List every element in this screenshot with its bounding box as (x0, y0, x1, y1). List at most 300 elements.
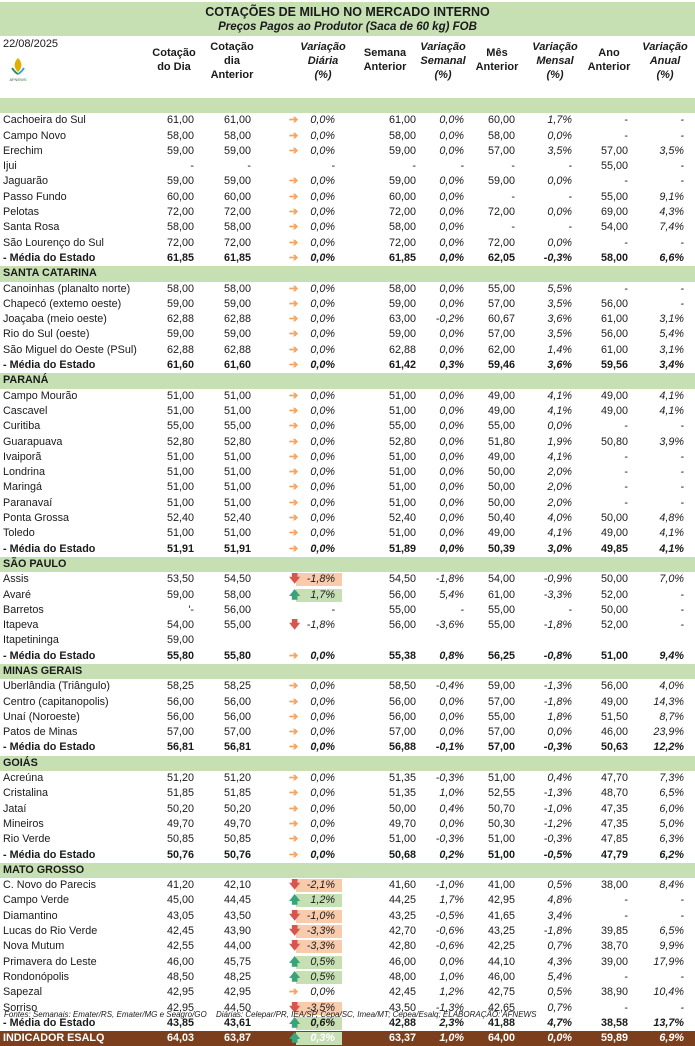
semana-anterior: 61,00 (388, 114, 416, 127)
mes-anterior: - (511, 221, 515, 234)
city-row (0, 618, 695, 633)
header-cotacao-anterior: Cotação dia Anterior (210, 41, 254, 81)
semana-anterior: 63,37 (388, 1032, 416, 1045)
section-row (0, 266, 695, 281)
variacao-anual: 4,1% (659, 389, 684, 402)
mes-anterior: 57,00 (487, 297, 515, 310)
city-name: Sapezal (3, 986, 43, 999)
cotacao-dia: 51,00 (166, 389, 194, 402)
ano-anterior: 55,00 (600, 160, 628, 173)
arrow-right-icon: ➔ (289, 986, 299, 999)
cotacao-anterior: 51,00 (223, 466, 251, 479)
variacao-diaria: 0,0% (310, 144, 335, 157)
variacao-semanal: 0,0% (439, 389, 464, 402)
cotacao-anterior: 52,40 (223, 512, 251, 525)
cotacao-dia: 59,00 (166, 175, 194, 188)
city-name: Itapetininga (3, 634, 59, 647)
variacao-semanal: 0,0% (439, 144, 464, 157)
cotacao-anterior: 55,00 (223, 420, 251, 433)
semana-anterior: 58,00 (388, 282, 416, 295)
cotacao-anterior: 44,00 (223, 940, 251, 953)
mes-anterior: 41,65 (487, 909, 515, 922)
variacao-semanal: 0,0% (439, 496, 464, 509)
semana-anterior: 56,88 (388, 741, 416, 754)
mes-anterior: 64,00 (487, 1032, 515, 1045)
mes-anterior: 41,00 (487, 879, 515, 892)
arrow-down-icon: 🡇 (289, 573, 301, 586)
mes-anterior: 72,00 (487, 236, 515, 249)
city-name: Cascavel (3, 404, 48, 417)
city-name: - Média do Estado (3, 1016, 96, 1029)
variacao-anual: 4,1% (659, 404, 684, 417)
variacao-semanal: 1,0% (439, 787, 464, 800)
variacao-semanal: 0,0% (439, 404, 464, 417)
variacao-anual: - (680, 420, 684, 433)
section-row (0, 863, 695, 878)
state-average-row (0, 251, 695, 266)
variacao-diaria: 0,0% (310, 221, 335, 234)
semana-anterior: 54,50 (388, 573, 416, 586)
city-row (0, 190, 695, 205)
mes-anterior: 51,80 (487, 435, 515, 448)
cotacao-dia: 60,00 (166, 190, 194, 203)
variacao-mensal: -0,3% (543, 251, 572, 264)
variacao-anual: 9,9% (659, 940, 684, 953)
cotacao-anterior: 51,20 (223, 772, 251, 785)
city-name: INDICADOR ESALQ (3, 1032, 105, 1045)
variacao-anual: - (680, 297, 684, 310)
variacao-semanal: 1,7% (439, 894, 464, 907)
section-row (0, 373, 695, 388)
variacao-semanal: 0,0% (439, 710, 464, 723)
variacao-anual: 6,2% (659, 848, 684, 861)
variacao-mensal: 4,3% (547, 955, 572, 968)
cotacao-anterior: 44,50 (223, 1001, 251, 1014)
variacao-diaria: 0,0% (310, 741, 335, 754)
cotacao-dia: 48,50 (166, 970, 194, 983)
variacao-anual: 4,8% (659, 512, 684, 525)
city-name: Uberlândia (Triângulo) (3, 680, 111, 693)
variacao-diaria: 0,0% (310, 710, 335, 723)
ano-anterior: 47,35 (600, 802, 628, 815)
city-name: Assis (3, 573, 29, 586)
cotacao-anterior: 61,60 (223, 359, 251, 372)
ano-anterior: 50,00 (600, 603, 628, 616)
variacao-semanal: 0,0% (439, 512, 464, 525)
variacao-mensal: 4,1% (547, 450, 572, 463)
cotacao-anterior: 72,00 (223, 236, 251, 249)
city-row (0, 465, 695, 480)
arrow-right-icon: ➔ (289, 787, 299, 800)
header-semana-anterior: Semana Anterior (363, 47, 407, 73)
semana-anterior: 59,00 (388, 328, 416, 341)
variacao-anual: - (680, 450, 684, 463)
arrow-up-icon: 🡅 (289, 970, 301, 983)
variacao-mensal: -1,8% (543, 619, 572, 632)
variacao-anual: 8,7% (659, 710, 684, 723)
variacao-semanal: 0,0% (439, 282, 464, 295)
ano-anterior: 49,00 (600, 695, 628, 708)
city-row (0, 955, 695, 970)
city-row (0, 496, 695, 511)
arrow-right-icon: ➔ (289, 817, 299, 830)
variacao-semanal: -0,4% (435, 680, 464, 693)
variacao-semanal: 0,0% (439, 297, 464, 310)
variacao-diaria: -3,5% (306, 1001, 335, 1014)
mes-anterior: 59,00 (487, 680, 515, 693)
ano-anterior: - (624, 894, 628, 907)
ano-anterior: - (624, 466, 628, 479)
city-row (0, 480, 695, 495)
cotacao-anterior: 50,76 (223, 848, 251, 861)
city-row (0, 282, 695, 297)
mes-anterior: - (511, 190, 515, 203)
city-name: Passo Fundo (3, 190, 67, 203)
city-name: Joaçaba (meio oeste) (3, 313, 107, 326)
variacao-mensal: - (568, 160, 572, 173)
state-average-row (0, 740, 695, 755)
mes-anterior: 41,88 (487, 1016, 515, 1029)
city-name: Campo Mourão (3, 389, 78, 402)
variacao-semanal: -0,5% (435, 909, 464, 922)
cotacao-anterior: 51,00 (223, 450, 251, 463)
ano-anterior: 50,00 (600, 512, 628, 525)
city-row (0, 297, 695, 312)
mes-anterior: 46,00 (487, 970, 515, 983)
arrow-right-icon: ➔ (289, 726, 299, 739)
city-name: São Miguel do Oeste (PSul) (3, 343, 137, 356)
arrow-right-icon: ➔ (289, 313, 299, 326)
mes-anterior: 62,05 (487, 251, 515, 264)
city-row (0, 786, 695, 801)
variacao-anual: 8,4% (659, 879, 684, 892)
mes-anterior: 59,00 (487, 175, 515, 188)
semana-anterior: 62,88 (388, 343, 416, 356)
cotacao-dia: 59,00 (166, 144, 194, 157)
cotacao-dia: 49,70 (166, 817, 194, 830)
variacao-diaria: 0,0% (310, 481, 335, 494)
city-name: Cristalina (3, 787, 49, 800)
mes-anterior: 57,00 (487, 328, 515, 341)
semana-anterior: 51,00 (388, 450, 416, 463)
cotacao-dia: 56,00 (166, 695, 194, 708)
variacao-semanal: 0,0% (439, 129, 464, 142)
variacao-semanal: 0,0% (439, 527, 464, 540)
variacao-anual: 6,5% (659, 787, 684, 800)
semana-anterior: 51,00 (388, 527, 416, 540)
variacao-diaria: -3,3% (306, 925, 335, 938)
city-row (0, 113, 695, 128)
ano-anterior: - (624, 450, 628, 463)
variacao-mensal: 3,5% (547, 144, 572, 157)
arrow-right-icon: ➔ (289, 802, 299, 815)
semana-anterior: 56,00 (388, 710, 416, 723)
ano-anterior: 56,00 (600, 328, 628, 341)
semana-anterior: 51,00 (388, 496, 416, 509)
cotacao-dia: 51,00 (166, 496, 194, 509)
cotacao-anterior: 56,00 (223, 695, 251, 708)
variacao-diaria: 0,0% (310, 129, 335, 142)
cotacao-anterior: 49,70 (223, 817, 251, 830)
ano-anterior: 38,00 (600, 879, 628, 892)
mes-anterior: 50,30 (487, 817, 515, 830)
cotacao-anterior: 42,10 (223, 879, 251, 892)
city-name: Centro (capitanopolis) (3, 695, 109, 708)
variacao-diaria: 0,0% (310, 817, 335, 830)
cotacao-dia: 61,00 (166, 114, 194, 127)
variacao-anual: - (680, 619, 684, 632)
ano-anterior: 38,70 (600, 940, 628, 953)
variacao-semanal: 0,2% (439, 848, 464, 861)
variacao-anual: 7,4% (659, 221, 684, 234)
cotacao-anterior: 59,00 (223, 175, 251, 188)
mes-anterior: 43,25 (487, 925, 515, 938)
variacao-anual: - (680, 282, 684, 295)
section-title: SÃO PAULO (3, 557, 67, 570)
variacao-mensal: 4,0% (547, 512, 572, 525)
variacao-anual: 7,0% (659, 573, 684, 586)
city-name: Cachoeira do Sul (3, 114, 86, 127)
mes-anterior: 42,25 (487, 940, 515, 953)
cotacao-dia: 41,20 (166, 879, 194, 892)
header-variacao-mensal: Variação Mensal (%) (532, 41, 578, 81)
ano-anterior: 59,89 (600, 1032, 628, 1045)
semana-anterior: 56,00 (388, 695, 416, 708)
cotacao-anterior: 56,81 (223, 741, 251, 754)
semana-anterior: 72,00 (388, 236, 416, 249)
variacao-diaria: 0,0% (310, 450, 335, 463)
variacao-mensal: 3,5% (547, 297, 572, 310)
cotacao-dia: - (190, 160, 194, 173)
semana-anterior: 50,68 (388, 848, 416, 861)
cotacao-anterior: 63,87 (223, 1032, 251, 1045)
cotacao-anterior: 55,80 (223, 649, 251, 662)
variacao-semanal: -1,8% (435, 573, 464, 586)
variacao-anual: 17,9% (653, 955, 684, 968)
variacao-mensal: 0,7% (547, 940, 572, 953)
variacao-diaria: 0,5% (310, 955, 335, 968)
header-variacao-diaria: Variação Diária (%) (300, 41, 346, 81)
cotacao-anterior: 45,75 (223, 955, 251, 968)
variacao-diaria: 0,5% (310, 970, 335, 983)
cotacao-dia: 56,81 (166, 741, 194, 754)
cotacao-anterior: 52,80 (223, 435, 251, 448)
arrow-right-icon: ➔ (289, 833, 299, 846)
variacao-anual: 13,7% (653, 1016, 684, 1029)
variacao-anual: 5,0% (659, 817, 684, 830)
mes-anterior: 54,00 (487, 573, 515, 586)
cotacao-dia: 64,03 (166, 1032, 194, 1045)
cotacao-anterior: 50,85 (223, 833, 251, 846)
mes-anterior: 57,00 (487, 741, 515, 754)
semana-anterior: 51,35 (388, 787, 416, 800)
column-header (0, 36, 695, 98)
city-row (0, 679, 695, 694)
cotacao-dia: 72,00 (166, 206, 194, 219)
city-row (0, 893, 695, 908)
mes-anterior: 57,00 (487, 144, 515, 157)
arrow-right-icon: ➔ (289, 450, 299, 463)
mes-anterior: 50,70 (487, 802, 515, 815)
variacao-anual: 3,5% (659, 144, 684, 157)
arrow-right-icon: ➔ (289, 282, 299, 295)
ano-anterior: 59,56 (600, 359, 628, 372)
semana-anterior: 42,70 (388, 925, 416, 938)
header-cotacao-dia: Cotação do Dia (152, 47, 196, 73)
variacao-mensal: 5,4% (547, 970, 572, 983)
cotacao-dia: 59,00 (166, 297, 194, 310)
ano-anterior: 38,90 (600, 986, 628, 999)
variacao-semanal: -0,1% (435, 741, 464, 754)
mes-anterior: 42,65 (487, 1001, 515, 1014)
variacao-diaria: 0,0% (310, 190, 335, 203)
cotacao-anterior: 72,00 (223, 206, 251, 219)
semana-anterior: 55,00 (388, 603, 416, 616)
city-name: - Média do Estado (3, 848, 96, 861)
variacao-anual: 4,0% (659, 680, 684, 693)
variacao-anual: - (680, 909, 684, 922)
section-row (0, 756, 695, 771)
cotacao-anterior: 54,50 (223, 573, 251, 586)
cotacao-dia: 50,85 (166, 833, 194, 846)
variacao-semanal: 0,0% (439, 328, 464, 341)
city-name: Pelotas (3, 206, 40, 219)
city-name: Toledo (3, 527, 35, 540)
variacao-mensal: -1,8% (543, 925, 572, 938)
city-name: C. Novo do Parecis (3, 879, 97, 892)
arrow-down-icon: 🡇 (289, 909, 301, 922)
semana-anterior: 50,00 (388, 802, 416, 815)
cotacao-dia: 51,85 (166, 787, 194, 800)
variacao-anual: 6,3% (659, 833, 684, 846)
cotacao-dia: 51,20 (166, 772, 194, 785)
city-row (0, 909, 695, 924)
variacao-anual: - (680, 481, 684, 494)
arrow-up-icon: 🡅 (289, 955, 301, 968)
city-row (0, 144, 695, 159)
mes-anterior: 55,00 (487, 619, 515, 632)
cotacao-anterior: 51,00 (223, 404, 251, 417)
variacao-semanal: 2,3% (439, 1016, 464, 1029)
section-row (0, 557, 695, 572)
cotacao-dia: 72,00 (166, 236, 194, 249)
semana-anterior: 63,00 (388, 313, 416, 326)
cotacao-anterior: 43,61 (223, 1016, 251, 1029)
city-row (0, 450, 695, 465)
state-average-row (0, 358, 695, 373)
ano-anterior: 58,00 (600, 251, 628, 264)
cotacao-anterior: 43,50 (223, 909, 251, 922)
mes-anterior: 42,95 (487, 894, 515, 907)
mes-anterior: 55,00 (487, 282, 515, 295)
variacao-diaria: 0,3% (310, 1032, 335, 1045)
variacao-semanal: 0,0% (439, 420, 464, 433)
title-banner (0, 2, 695, 36)
cotacao-dia: 58,00 (166, 282, 194, 295)
arrow-up-icon: 🡅 (289, 894, 301, 907)
variacao-mensal: 0,0% (547, 129, 572, 142)
ano-anterior: 50,63 (600, 741, 628, 754)
cotacao-dia: 52,80 (166, 435, 194, 448)
city-row (0, 633, 695, 648)
mes-anterior: 55,00 (487, 603, 515, 616)
svg-text:AFNEWS: AFNEWS (9, 77, 27, 82)
variacao-semanal: 0,0% (439, 817, 464, 830)
arrow-right-icon: ➔ (289, 695, 299, 708)
arrow-right-icon: ➔ (289, 649, 299, 662)
city-name: Maringá (3, 481, 43, 494)
variacao-semanal: 1,0% (439, 1032, 464, 1045)
city-name: - Média do Estado (3, 251, 96, 264)
arrow-right-icon: ➔ (289, 741, 299, 754)
semana-anterior: 55,00 (388, 420, 416, 433)
cotacao-anterior: 62,88 (223, 313, 251, 326)
variacao-diaria: 1,2% (310, 894, 335, 907)
cotacao-anterior: 58,00 (223, 129, 251, 142)
semana-anterior: 52,40 (388, 512, 416, 525)
variacao-semanal: -1,3% (435, 1001, 464, 1014)
variacao-anual: 3,1% (659, 313, 684, 326)
semana-anterior: 61,42 (388, 359, 416, 372)
arrow-right-icon: ➔ (289, 435, 299, 448)
city-name: Paranavaí (3, 496, 53, 509)
cotacao-dia: 58,00 (166, 221, 194, 234)
arrow-right-icon: ➔ (289, 496, 299, 509)
variacao-mensal: 0,0% (547, 206, 572, 219)
ano-anterior: - (624, 114, 628, 127)
variacao-semanal: 0,0% (439, 221, 464, 234)
city-row (0, 771, 695, 786)
semana-anterior: 51,00 (388, 389, 416, 402)
variacao-anual: 3,4% (659, 359, 684, 372)
variacao-anual: 23,9% (653, 726, 684, 739)
arrow-down-icon: 🡇 (289, 1001, 301, 1014)
city-name: Ivaiporã (3, 450, 42, 463)
mes-anterior: 49,00 (487, 450, 515, 463)
variacao-anual: - (680, 129, 684, 142)
semana-anterior: 43,50 (388, 1001, 416, 1014)
city-name: Itapeva (3, 619, 39, 632)
cotacao-dia: 52,40 (166, 512, 194, 525)
sheet-title: COTAÇÕES DE MILHO NO MERCADO INTERNO (205, 5, 490, 19)
ano-anterior: 52,00 (600, 588, 628, 601)
mes-anterior: 42,75 (487, 986, 515, 999)
spacer-row (0, 98, 695, 113)
variacao-anual: 5,4% (659, 328, 684, 341)
variacao-mensal: 3,5% (547, 328, 572, 341)
ano-anterior: - (624, 909, 628, 922)
ano-anterior: - (624, 236, 628, 249)
variacao-diaria: 0,0% (310, 787, 335, 800)
variacao-mensal: 1,4% (547, 343, 572, 356)
semana-anterior: 42,88 (388, 1016, 416, 1029)
city-name: Mineiros (3, 817, 44, 830)
ano-anterior: 47,79 (600, 848, 628, 861)
city-row (0, 695, 695, 710)
city-name: Diamantino (3, 909, 58, 922)
semana-anterior: 59,00 (388, 297, 416, 310)
arrow-right-icon: ➔ (289, 512, 299, 525)
variacao-diaria: 0,0% (310, 175, 335, 188)
variacao-mensal: -0,3% (543, 741, 572, 754)
arrow-up-icon: 🡅 (289, 1016, 301, 1029)
ano-anterior: 54,00 (600, 221, 628, 234)
semana-anterior: 42,45 (388, 986, 416, 999)
arrow-right-icon: ➔ (289, 420, 299, 433)
cotacao-anterior: 51,91 (223, 542, 251, 555)
variacao-diaria: 0,0% (310, 833, 335, 846)
mes-anterior: 56,25 (487, 649, 515, 662)
